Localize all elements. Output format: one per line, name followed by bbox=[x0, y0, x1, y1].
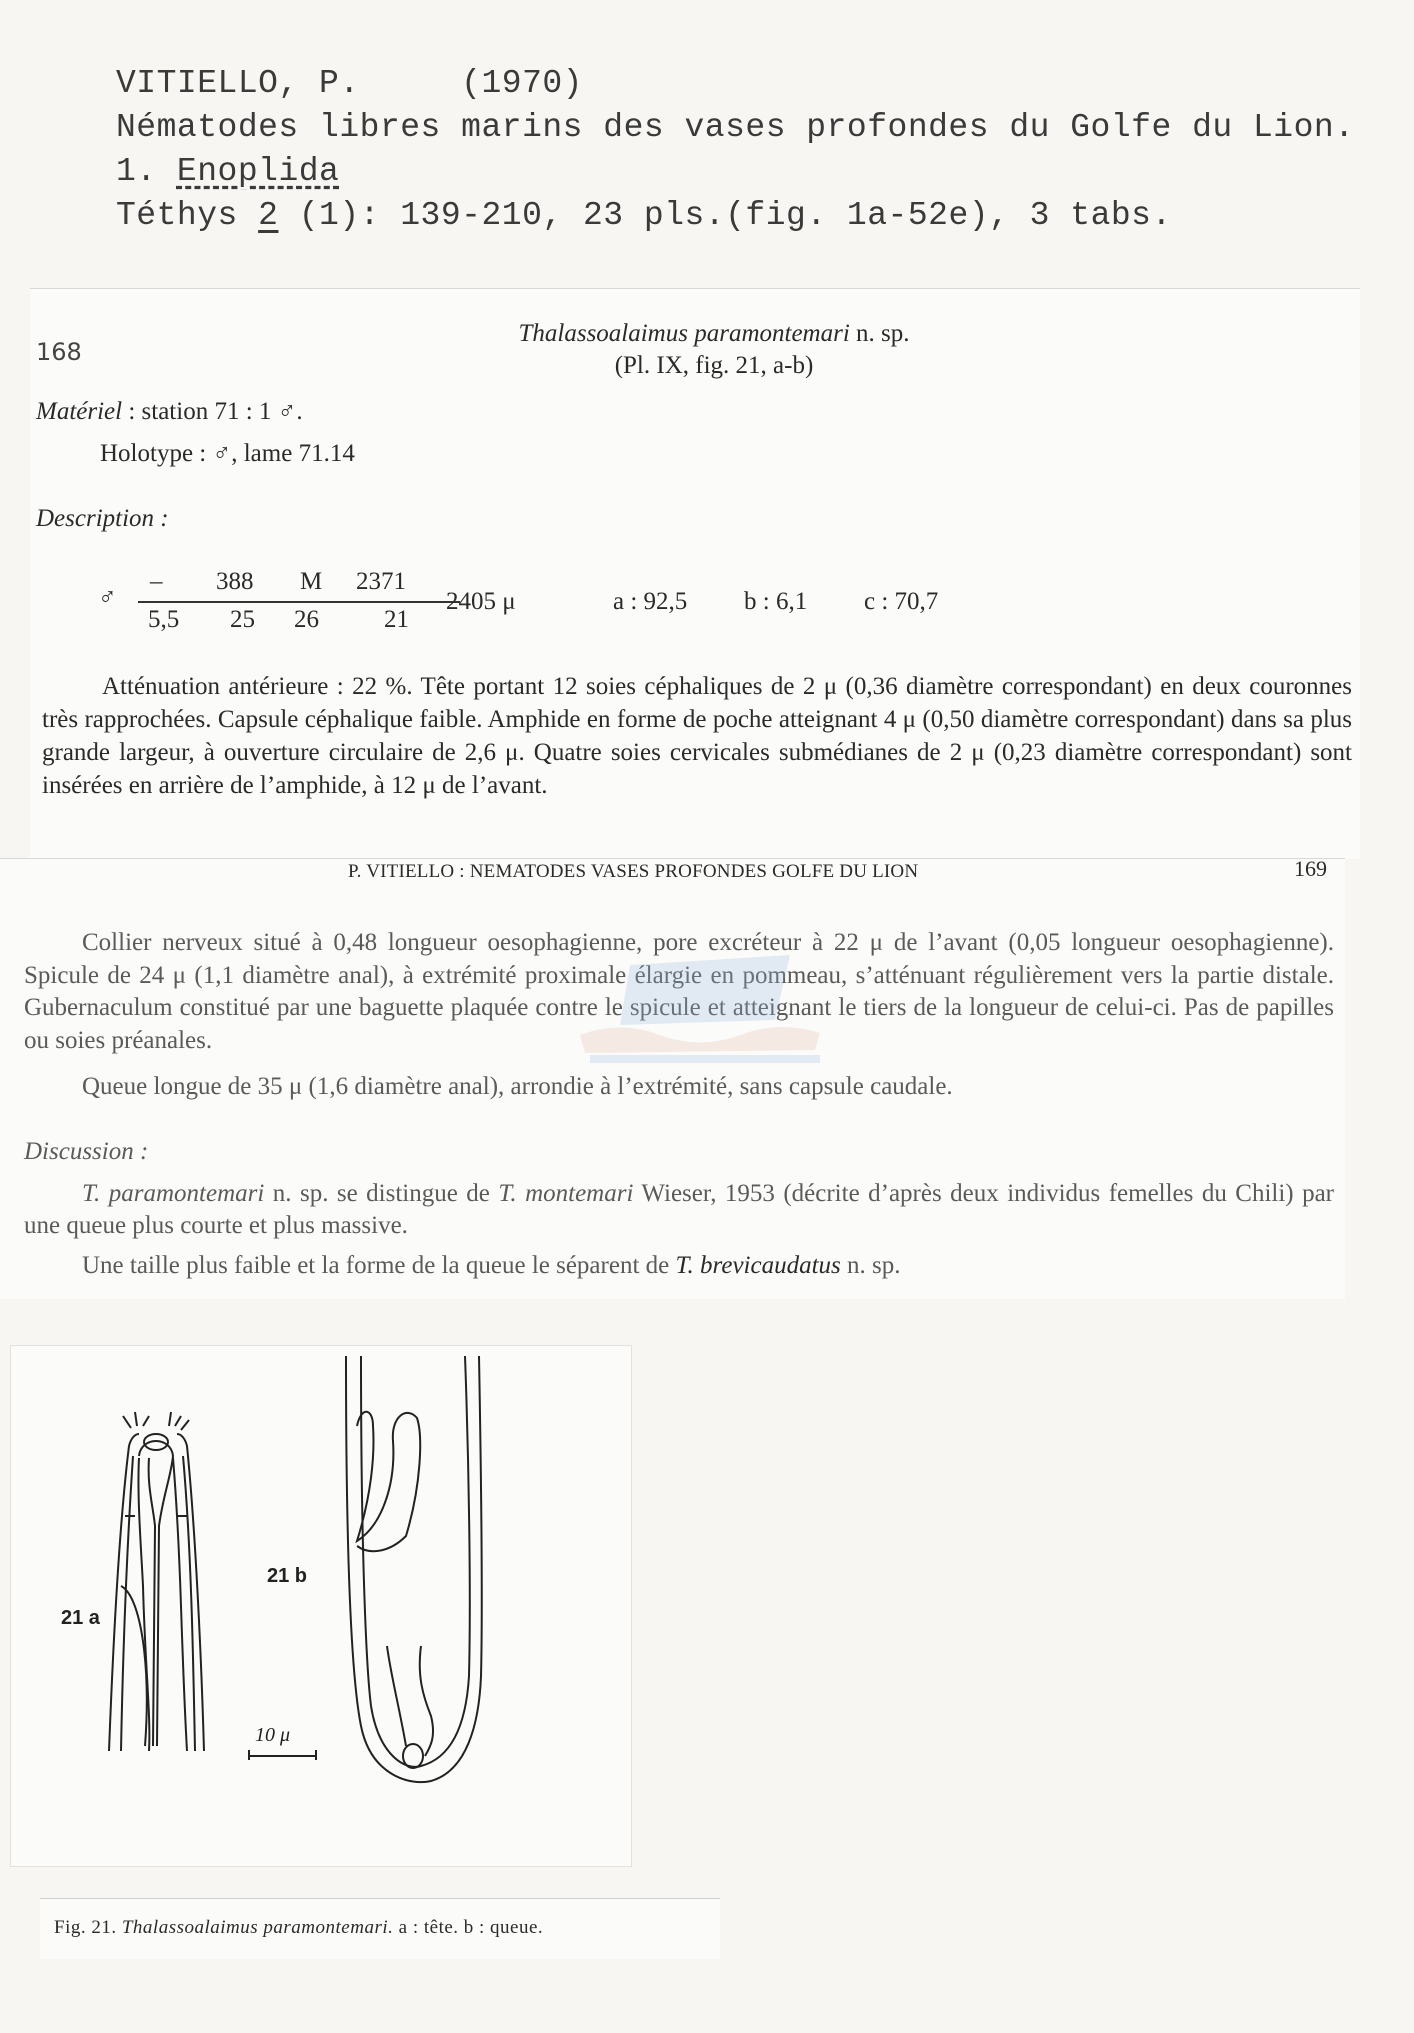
materiel-text: : station 71 : 1 ♂. bbox=[122, 398, 303, 425]
author-year-line: VITIELLO, P. (1970) bbox=[116, 65, 583, 102]
discussion-p2-end: n. sp. bbox=[840, 1252, 901, 1279]
plate-reference: (Pl. IX, fig. 21, a-b) bbox=[614, 352, 814, 379]
figure-label-21a: 21 a bbox=[61, 1607, 100, 1629]
article-title-line: Nématodes libres marins des vases profondes du Golfe du Lion. bbox=[116, 109, 1355, 146]
reference-card-header bbox=[116, 62, 1355, 238]
fraction-bar bbox=[138, 601, 460, 603]
ratio-b: b : 6,1 bbox=[744, 588, 808, 615]
discussion-paragraph-2 bbox=[82, 1250, 901, 1282]
handwritten-page-number: 168 bbox=[36, 338, 82, 366]
journal-citation-line bbox=[116, 194, 1355, 238]
species-ref-brevicaudatus: T. brevicaudatus bbox=[675, 1252, 841, 1279]
formula-top-2: 388 bbox=[216, 568, 254, 595]
formula-top-1: – bbox=[150, 568, 163, 595]
caption-prefix: Fig. 21. bbox=[54, 1917, 122, 1938]
discussion-paragraph-1 bbox=[24, 1178, 1334, 1242]
caption-rest: a : tête. b : queue. bbox=[393, 1917, 544, 1938]
spicule bbox=[357, 1412, 420, 1551]
figure-21a-head-drawing bbox=[109, 1412, 204, 1751]
anatomy-paragraph: Collier nerveux situé à 0,48 longueur oesophagienne, pore excréteur à 22 μ de l’avant (0,05 longueur oesophagienne). Spicule de 24 μ (1,1 diamètre anal), à extrémité proximale élargie en pommeau, s’atténuant régulièrement vers la partie distale. Gubernaculum constitué par une baguette plaquée contre le spicule et atteignant le tiers de la longueur de celui-ci. Pas de papilles ou soies préanales. bbox=[24, 929, 1334, 1054]
species-name: Thalassoalaimus paramontemari bbox=[518, 320, 850, 347]
discussion-p2-text: Une taille plus faible et la forme de la queue le séparent de bbox=[82, 1252, 676, 1279]
journal-pages: (1): 139-210, 23 pls.(fig. 1a-52e), 3 tabs. bbox=[278, 197, 1172, 234]
formula-top-3: M bbox=[300, 568, 323, 595]
journal-volume: 2 bbox=[258, 197, 279, 234]
discussion-text-rest: Wieser, 1953 (décrite d’après deux individus femelles du Chili) par une queue plus courte et plus massive. bbox=[24, 1180, 1334, 1239]
page-number-169: 169 bbox=[1294, 856, 1327, 881]
tail-paragraph: Queue longue de 35 μ (1,6 diamètre anal), arrondie à l’extrémité, sans capsule caudale. bbox=[82, 1073, 953, 1100]
description-paragraph: Atténuation antérieure : 22 %. Tête portant 12 soies céphaliques de 2 μ (0,36 diamètre correspondant) en deux couronnes très rapprochées. Capsule céphalique faible. Amphide en forme de poche atteignant 4 μ (0,50 diamètre correspondant) dans sa plus grande largeur, à ouverture circulaire de 2,6 μ. Quatre soies cervicales submédianes de 2 μ (0,23 diamètre correspondant) sont insérées en arrière de l’amphide, à 12 μ de l’avant. bbox=[42, 673, 1352, 799]
materiel-label: Matériel bbox=[36, 398, 123, 425]
species-ref-paramontemari: T. paramontemari bbox=[82, 1180, 265, 1207]
figure-21b-tail-drawing bbox=[346, 1356, 482, 1782]
formula-bottom-2: 25 bbox=[230, 606, 255, 633]
scale-bar-line bbox=[249, 1750, 316, 1760]
subtitle-number: 1. bbox=[116, 153, 177, 190]
running-header: P. VITIELLO : NEMATODES VASES PROFONDES GOLFE DU LION bbox=[348, 861, 919, 882]
formula-bottom-3: 26 bbox=[294, 606, 319, 633]
article-subtitle-line bbox=[116, 150, 1355, 194]
formula-top-4: 2371 bbox=[356, 568, 406, 595]
caption-species: Thalassoalaimus paramontemari. bbox=[121, 1917, 394, 1938]
journal-name: Téthys bbox=[116, 197, 259, 234]
species-heading bbox=[474, 318, 954, 382]
species-status: n. sp. bbox=[849, 320, 910, 347]
scale-bar-label: 10 μ bbox=[255, 1724, 291, 1746]
subtitle-enoplida: Enoplida bbox=[176, 153, 340, 190]
materiel-line bbox=[36, 396, 303, 428]
discussion-heading: Discussion : bbox=[24, 1138, 149, 1165]
formula-bottom-4: 21 bbox=[384, 606, 409, 633]
figure-label-21b: 21 b bbox=[267, 1565, 308, 1587]
de-man-formula bbox=[98, 568, 1018, 648]
figure-caption bbox=[54, 1917, 543, 1939]
description-heading: Description : bbox=[36, 505, 169, 532]
discussion-text: n. sp. se distingue de bbox=[264, 1180, 499, 1207]
total-length: 2405 μ bbox=[446, 588, 516, 615]
figure-21-drawing bbox=[11, 1346, 631, 1866]
figure-21-panel bbox=[10, 1345, 632, 1867]
formula-bottom-1: 5,5 bbox=[148, 606, 180, 633]
ratio-c: c : 70,7 bbox=[864, 588, 939, 615]
holotype-line: Holotype : ♂, lame 71.14 bbox=[100, 440, 355, 467]
sex-symbol: ♂ bbox=[98, 584, 117, 611]
ratio-a: a : 92,5 bbox=[613, 588, 688, 615]
species-ref-montemari: T. montemari bbox=[498, 1180, 634, 1207]
